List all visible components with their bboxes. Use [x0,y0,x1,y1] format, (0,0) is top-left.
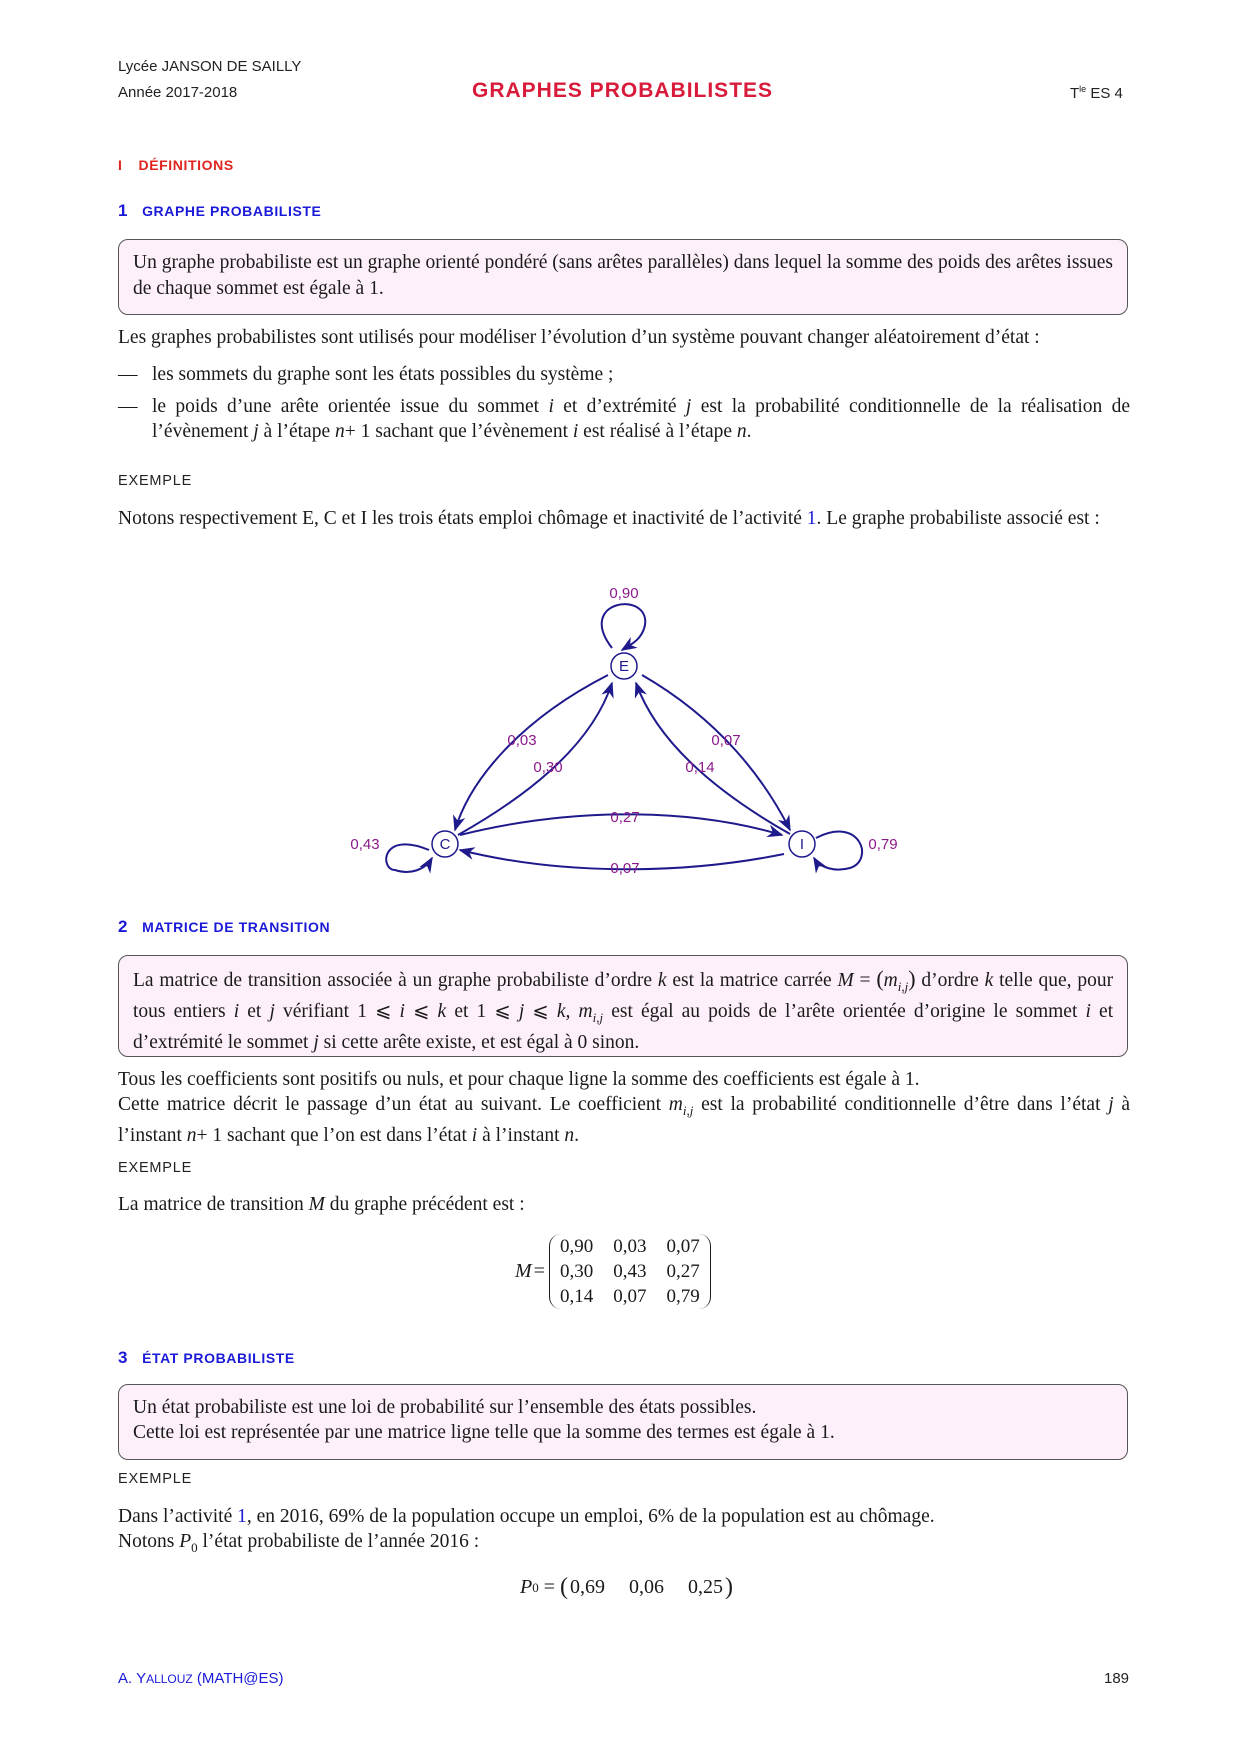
matrix-cell: 0,27 [666,1260,700,1282]
matrix-cell: 0,90 [559,1235,594,1257]
node-label-I: I [799,836,805,853]
matrix-cell: 0,43 [613,1260,647,1282]
etat-example-line-2: Notons $P_0$ l’état probabiliste de l’année 2016 : [118,1531,480,1555]
definition-line: Cette loi est représentée par une matrice ligne telle que la somme des termes est égale à 1. [133,1422,835,1443]
subsection-title: GRAPHE PROBABILISTE [142,203,322,219]
p0-value: 0,06 [629,1576,664,1598]
matrix-cell: 0,30 [559,1260,594,1282]
matrix-row [550,1259,710,1284]
school-name: Lycée JANSON DE SAILLY [118,58,302,75]
footer-author: A. YALLOUZ (MATH@ES) [118,1670,284,1687]
school-year: Année 2017-2018 [118,84,238,101]
weight-I-E: 0,14 [685,759,715,776]
page-number: 189 [1104,1670,1130,1687]
list-dash: — [118,364,138,385]
activity-link[interactable]: 1 [806,508,817,529]
class-prefix: T [1070,85,1080,102]
p0-equals: = [538,1576,560,1598]
subsection-number: 2 [118,917,129,936]
weight-I-C: 0,07 [610,860,640,877]
section-number: I [118,157,123,173]
matrix-row [550,1284,710,1309]
example-label: EXEMPLE [118,1160,193,1176]
edge-E-I [642,675,790,830]
edge-E-C [455,675,608,830]
definition-box-matrice: La matrice de transition associée à un graphe probabiliste d’ordre k est la matrice carrée $M = (m_{i,j})$ d’ordre k telle que, pour tous entiers i et j vérifiant 1 ⩽ i ⩽ k et 1 ⩽ j ⩽ k, $m_{i,j}$ est égal au poids de l’arête orientée d’origine le sommet i et d’extrémité le sommet j si cette arête existe, et est égal à 0 sinon. [118,955,1128,1057]
example-label: EXEMPLE [118,473,193,489]
weight-I-I: 0,79 [868,836,898,853]
matrix-paragraph-1: Tous les coefficients sont positifs ou nuls, et pour chaque ligne la somme des coefficients est égale à 1. [118,1069,920,1090]
transition-matrix [515,1234,711,1309]
matrix-cell: 0,03 [613,1235,647,1257]
matrix-example-text: La matrice de transition M du graphe précédent est : [118,1194,525,1215]
list-dash: — [118,396,138,417]
list-item-text: les sommets du graphe sont les états possibles du système ; [152,364,614,385]
edge-E-E [602,604,646,650]
matrix-row [550,1234,710,1259]
definition-line: Un état probabiliste est une loi de probabilité sur l’ensemble des états possibles. [133,1397,757,1418]
p0-value: 0,69 [570,1576,605,1598]
class-sup: le [1079,84,1087,94]
weight-E-I: 0,07 [711,732,741,749]
subsection-title: ÉTAT PROBABILISTE [142,1350,295,1366]
subsection-number: 3 [118,1348,129,1367]
example-paragraph: Notons respectivement E, C et I les trois états emploi chômage et inactivité de l’activité 1. Le graphe probabiliste associé est : [118,508,1100,529]
subsection-heading-matrice [118,917,330,937]
etat-example-line-1: Dans l’activité 1, en 2016, 69% de la population occupe un emploi, 6% de la population est au chômage. [118,1506,935,1527]
matrix-brackets [549,1234,711,1309]
weight-E-E: 0,90 [609,585,639,602]
activity-link[interactable]: 1 [237,1506,247,1527]
p0-sub: 0 [532,1579,539,1595]
node-label-C: C [439,836,451,853]
matrix-name: M [515,1260,532,1282]
edge-C-C [386,844,432,872]
subsection-title: MATRICE DE TRANSITION [142,919,331,935]
weight-C-I: 0,27 [610,809,640,826]
subsection-number: 1 [118,201,129,220]
edge-I-I [814,832,862,870]
matrix-cell: 0,07 [613,1285,647,1307]
weight-E-C: 0,03 [507,732,537,749]
p0-vector: P 0 = ( 0,69 0,06 0,25 ) [520,1574,733,1600]
p0-name: P [520,1576,533,1598]
intro-paragraph: Les graphes probabilistes sont utilisés pour modéliser l’évolution d’un système pouvant changer aléatoirement d’état : [118,327,1040,348]
matrix-paragraph-2: Cette matrice décrit le passage d’un état au suivant. Le coefficient $m_{i,j}$ est la probabilité conditionnelle d’être dans l’état j à l’instant n+ 1 sachant que l’on est dans l’état i à l’instant n. [118,1094,1131,1146]
list-item-text: le poids d’une arête orientée issue du sommet i et d’extrémité j est la probabilité conditionnelle de la réalisation de l’évènement j à l’étape n+ 1 sachant que l’évènement i est réalisé à l’étape n. [152,396,1131,442]
page-title: GRAPHES PROBABILISTES [472,79,774,102]
subsection-heading-etat [118,1348,295,1368]
matrix-cell: 0,14 [559,1285,594,1307]
p0-value: 0,25 [688,1576,723,1598]
matrix-table [550,1234,710,1309]
definition-text: Un graphe probabiliste est un graphe orienté pondéré (sans arêtes parallèles) dans lequel la somme des poids des arêtes issues de chaque sommet est égale à 1. [133,252,1113,299]
weight-C-C: 0,43 [350,836,380,853]
node-label-E: E [618,658,630,675]
section-title: DÉFINITIONS [138,157,234,173]
definition-box-etat [118,1384,1128,1460]
class-suffix: ES 4 [1090,85,1123,102]
weight-C-E: 0,30 [533,759,563,776]
matrix-cell: 0,07 [666,1235,700,1257]
example-label: EXEMPLE [118,1471,193,1487]
matrix-equals: = [533,1260,545,1282]
matrix-cell: 0,79 [666,1285,700,1307]
